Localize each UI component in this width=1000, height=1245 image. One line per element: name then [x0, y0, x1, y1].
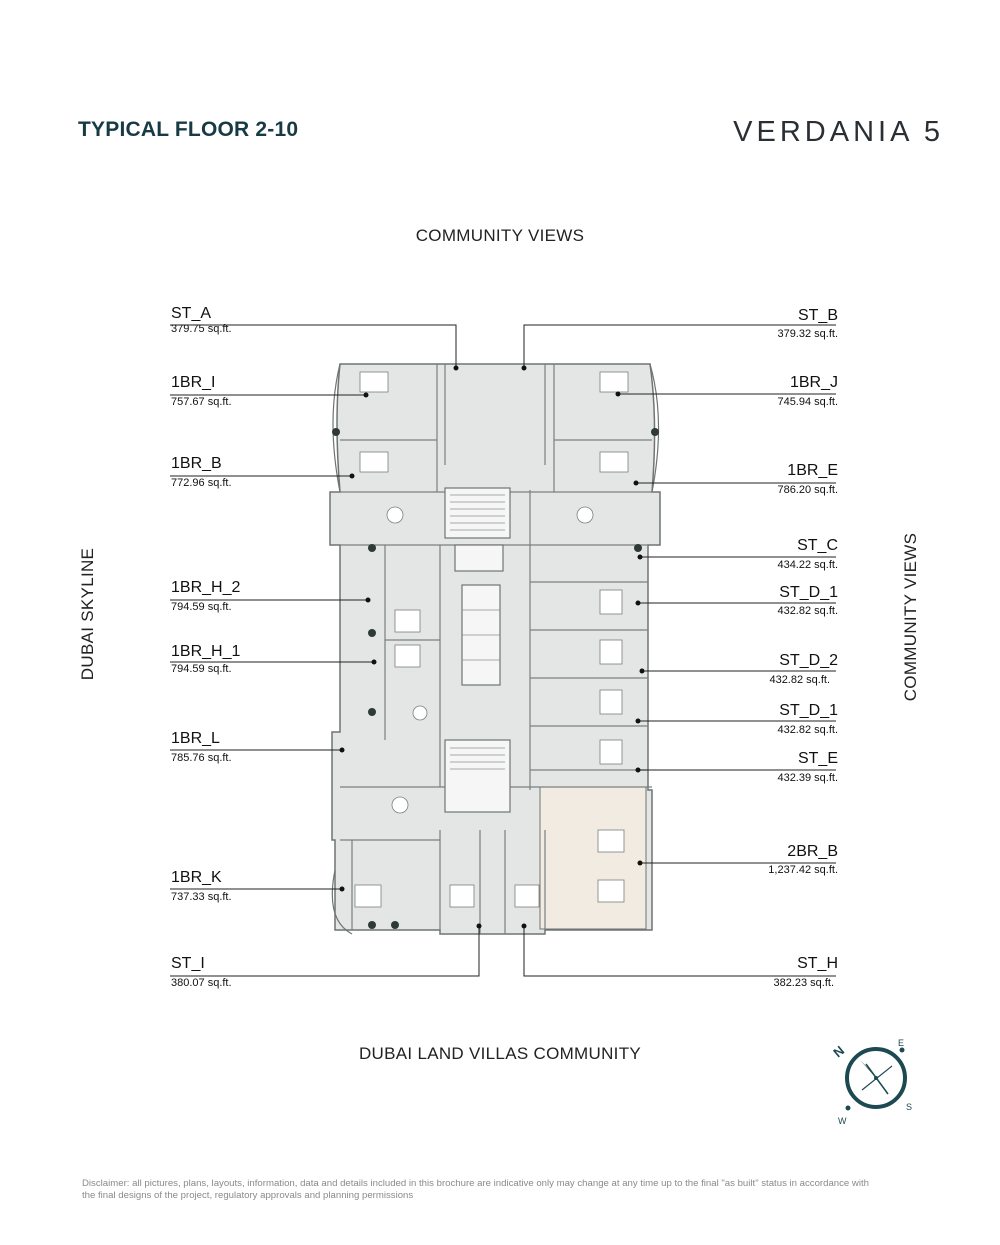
unit-name: 1BR_I: [171, 374, 216, 391]
unit-area: 794.59 sq.ft.: [171, 663, 232, 675]
unit-label-1br-e: [777, 462, 838, 496]
unit-area: 382.23 sq.ft.: [773, 977, 834, 989]
unit-name: 1BR_H_2: [171, 579, 241, 596]
compass-n: N: [830, 1042, 848, 1061]
unit-area: 379.75 sq.ft.: [171, 323, 232, 335]
unit-label-1br-b: [171, 455, 232, 489]
unit-label-st-c: [777, 537, 838, 571]
brand-logo: VERDANIA 5: [733, 116, 944, 148]
unit-area: 785.76 sq.ft.: [171, 752, 232, 764]
unit-name: ST_A: [171, 305, 212, 322]
unit-label-st-e: [777, 750, 838, 784]
unit-label-1br-l: [171, 730, 232, 764]
unit-name: 1BR_B: [171, 455, 222, 472]
unit-name: ST_D_1: [779, 584, 838, 601]
unit-label-2br-b: [768, 843, 838, 876]
unit-name: 1BR_H_1: [171, 643, 241, 660]
unit-name: ST_H: [797, 955, 838, 972]
unit-area: 379.32 sq.ft.: [777, 328, 838, 340]
floor-title: TYPICAL FLOOR 2-10: [78, 118, 299, 141]
unit-name: ST_B: [797, 307, 838, 324]
unit-area: 757.67 sq.ft.: [171, 396, 232, 408]
unit-name: 1BR_K: [171, 869, 222, 886]
unit-area: 1,237.42 sq.ft.: [768, 864, 838, 876]
unit-label-st-b: [777, 307, 838, 340]
unit-label-1br-i: [171, 374, 232, 408]
compass-w: W: [838, 1116, 847, 1126]
unit-label-st-h: [773, 955, 838, 989]
unit-label-1br-h-2: [171, 579, 240, 613]
unit-name: ST_I: [171, 955, 205, 972]
unit-name: 1BR_L: [171, 730, 220, 747]
unit-area: 772.96 sq.ft.: [171, 477, 232, 489]
unit-area: 380.07 sq.ft.: [171, 977, 232, 989]
unit-label-1br-k: [171, 869, 232, 903]
unit-area: 432.82 sq.ft.: [769, 674, 830, 686]
view-label-right: COMMUNITY VIEWS: [901, 532, 920, 702]
unit-label-st-d-1-upper: [777, 584, 838, 617]
unit-name: 2BR_B: [787, 843, 838, 860]
unit-name: ST_C: [797, 537, 838, 554]
unit-name: ST_D_2: [779, 652, 838, 669]
view-label-left: DUBAI SKYLINE: [78, 547, 97, 681]
unit-area: 432.39 sq.ft.: [777, 772, 838, 784]
unit-name: 1BR_E: [787, 462, 838, 479]
disclaimer: Disclaimer: all pictures, plans, layouts, information, data and details included in this brochure are indicative only may change at any time up to the final "as built" status in accordance with the final designs of the project, regulatory approvals and planning permissions: [82, 1178, 869, 1201]
unit-2br-b-highlight: [540, 787, 646, 929]
unit-name: ST_E: [797, 750, 838, 767]
compass-e: E: [898, 1038, 905, 1048]
unit-area: 786.20 sq.ft.: [777, 484, 838, 496]
unit-label-st-d-2: [769, 652, 838, 686]
unit-area: 794.59 sq.ft.: [171, 601, 232, 613]
compass: [846, 1048, 906, 1111]
unit-label-st-a: [171, 305, 232, 335]
unit-label-1br-h-1: [171, 643, 240, 675]
unit-label-1br-j: [777, 374, 838, 408]
unit-area: 432.82 sq.ft.: [777, 605, 838, 617]
view-label-top: COMMUNITY VIEWS: [415, 226, 585, 245]
view-label-bottom: DUBAI LAND VILLAS COMMUNITY: [358, 1044, 642, 1063]
unit-name: 1BR_J: [789, 374, 838, 391]
unit-area: 745.94 sq.ft.: [777, 396, 838, 408]
unit-name: ST_D_1: [779, 702, 838, 719]
compass-s: S: [906, 1102, 913, 1112]
unit-area: 432.82 sq.ft.: [777, 724, 838, 736]
unit-area: 434.22 sq.ft.: [777, 559, 838, 571]
unit-label-st-i: [171, 955, 232, 989]
unit-area: 737.33 sq.ft.: [171, 891, 232, 903]
unit-label-st-d-1-lower: [777, 702, 838, 736]
